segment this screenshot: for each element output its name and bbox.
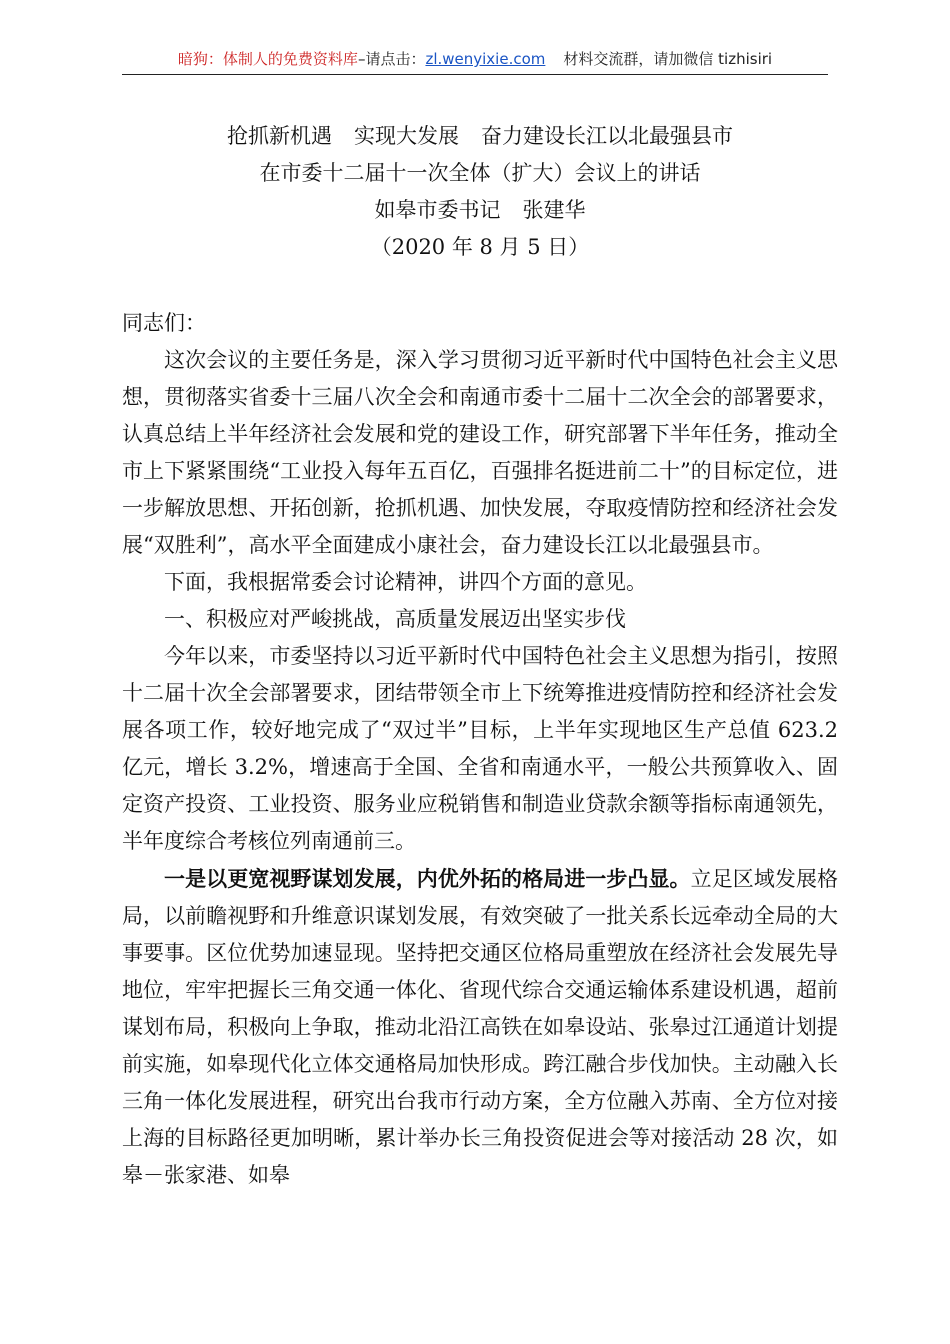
salutation: 同志们：	[122, 311, 206, 335]
header-group-text: 材料交流群，请加微信 tizhisiri	[563, 50, 773, 68]
header-prompt: –请点击：	[357, 50, 426, 68]
paragraph-1: 这次会议的主要任务是，深入学习贯彻习近平新时代中国特色社会主义思想，贯彻落实省委十三届八次全会和南通市委十二届十二次全会的部署要求，认真总结上半年经济社会发展和党的建设工作，研究部署下半年任务，推动全市上下紧紧围绕“工业投入每年五百亿，百强排名挺进前二十”的目标定位，进一步解放思想、开拓创新，抢抓机遇、加快发展，夺取疫情防控和经济社会发展“双胜利”，高水平全面建成小康社会，奋力建设长江以北最强县市。	[122, 348, 838, 557]
paragraph-2: 下面，我根据常委会讨论精神，讲四个方面的意见。	[164, 570, 647, 594]
paragraph-5-lead: 一是以更宽视野谋划发展，内优外拓的格局进一步凸显。	[164, 866, 691, 891]
speech-body	[122, 305, 838, 1194]
paragraph-5-text: 立足区域发展格局，以前瞻视野和升维意识谋划发展，有效突破了一批关系长远牵动全局的大事要事。区位优势加速显现。坚持把交通区位格局重塑放在经济社会发展先导地位，牢牢把握长三角交通一体化、省现代综合交通运输体系建设机遇，超前谋划布局，积极向上争取，推动北沿江高铁在如皋设站、张皋过江通道计划提前实施，如皋现代化立体交通格局加快形成。跨江融合步伐加快。主动融入长三角一体化发展进程，研究出台我市行动方案，全方位融入苏南、全方位对接上海的目标路径更加明晰，累计举办长三角投资促进会等对接活动 28 次，如皋－张家港、如皋	[122, 867, 839, 1187]
speech-title: 抢抓新机遇 实现大发展 奋力建设长江以北最强县市	[227, 124, 733, 148]
page-header	[122, 44, 828, 75]
header-brand: 暗狗：体制人的免费资料库	[177, 50, 358, 68]
section-heading-1: 一、积极应对严峻挑战，高质量发展迈出坚实步伐	[164, 607, 626, 631]
paragraph-5	[122, 860, 838, 1194]
header-link[interactable]: zl.wenyixie.com	[425, 50, 546, 68]
speaker-line: 如皋市委书记 张建华	[374, 198, 586, 222]
speech-title-block	[122, 118, 838, 266]
speech-subtitle: 在市委十二届十一次全体（扩大）会议上的讲话	[259, 161, 701, 185]
paragraph-4: 今年以来，市委坚持以习近平新时代中国特色社会主义思想为指引，按照十二届十次全会部署要求，团结带领全市上下统筹推进疫情防控和经济社会发展各项工作，较好地完成了“双过半”目标，上半年实现地区生产总值 623.2 亿元，增长 3.2%，增速高于全国、全省和南通水平，一般公共预算收入、固定资产投资、工业投资、服务业应税销售和制造业贷款余额等指标南通领先，半年度综合考核位列南通前三。	[122, 644, 838, 853]
speech-date: （2020 年 8 月 5 日）	[370, 235, 590, 259]
